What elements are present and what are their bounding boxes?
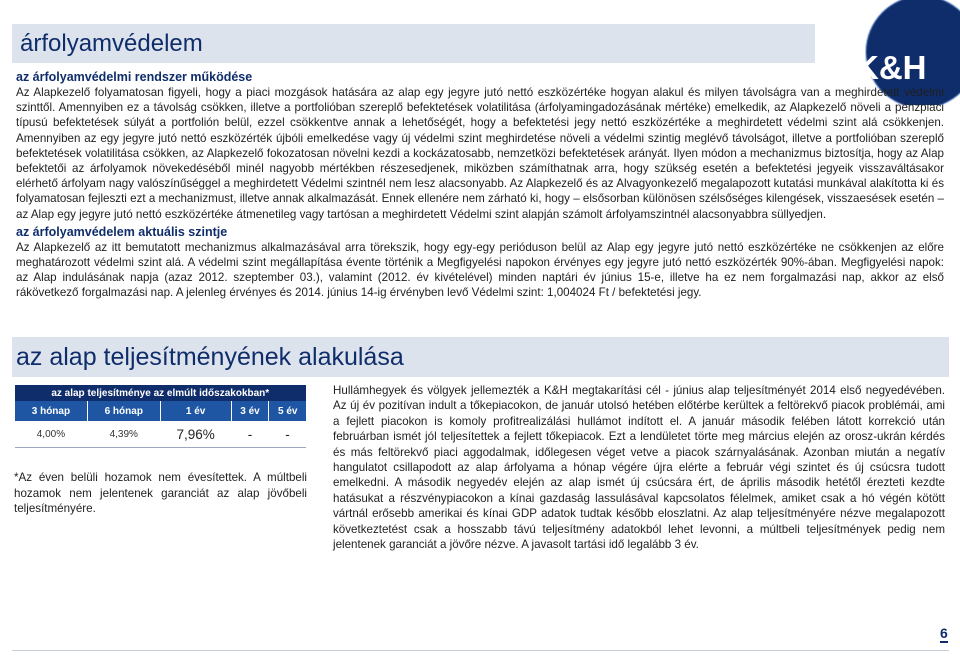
table-cell: 4,39% [87,421,160,448]
page-number: 6 [940,625,948,641]
performance-footnote: *Az éven belüli hozamok nem évesítettek. A múltbeli hozamok nem jelentenek garanciát az alap jövőbeli teljesítményére. [14,471,307,515]
table-cell: 7,96% [160,421,231,448]
performance-title-bar [12,337,949,377]
performance-commentary: Hullámhegyek és völgyek jellemezték a K&H megtakarítási cél - június alap teljesítményét 2014 első negyedévében. Az új év pozitívan indult a tőkepiacokon, de január utolsó hetében előtérbe kerültek a feltörekvő piacok problémái, ami a fejlett piacokon is komoly profitrealizálási hullámot indított el. A január második felében látott korrekció után februárban ismét jól teljesítettek a fejlett tőkepiacok. Ezt a lendületet törte meg március elején az orosz-ukrán kérdés és más feltörekvő piaci aggodalmak, időlegesen véget vetve a piacok szárnyalásának. Azonban miután a negatív hangulatot csillapodott az alap árfolyama a hónap végére újra elérte a február végi szintet és új csúcsra tudott emelkedni. A második negyedév elején az alap ismét új csúcsára ért, de április második hetétől érezteti kezdte hatásukat a részvénypiacokon a kínai gazdaság lassulásával kapcsolatos félelmek, amiket csak a hó végén kötött vártnál erősebb amerikai és kínai GDP adatok tudtak később eloszlatni. Az alap teljesítményére nézve megalapozott következtetést csak a hosszabb távú teljesítmény adatokból lehet levonni, a múltbeli teljesítmények pedig nem jelentenek garanciát a jövőre nézve. A javasolt tartási idő legalább 3 év. [333,384,945,552]
section-heading-current-level: az árfolyamvédelem aktuális szintje [16,224,228,239]
performance-table [14,385,306,448]
table-row [15,421,307,448]
main-content [16,70,944,301]
performance-title: az alap teljesítményének alakulása [16,343,404,371]
footer-divider [12,650,949,651]
section-heading-mechanism: az árfolyamvédelmi rendszer működése [16,70,253,84]
section-text-mechanism: Az Alapkezelő folyamatosan figyeli, hogy a piaci mozgások hatására az alap egy jegyre jutó nettó eszközértéke hogyan alakul és milyen távolságra van a meghirdetett védelmi szinttől. Amennyiben ez a távolság csökken, illetve a portfolióban szereplő befektetések volatilitása (árfolyamingadozásának mértéke) emelkedik, az Alapkezelő növeli a pénzpiaci típusú befektetések súlyát a portfolión belül, ezzel csökkentve annak a lehetőségét, hogy a befektetési jegy nettó eszközértéke a meghirdetett védelmi szint alá csökkenjen. Amennyiben az egy jegyre jutó nettó eszközérték újbóli emelkedése vagy új védelmi szint meghirdetése növeli a védelmi szintig meglévő távolságot, illetve a portfolióban szereplő befektetések volatilitása csökken, az Alapkezelő fokozatosan növelni kezdi a kockázatosabb, nemzetközi befektetések arányát. Ilyen módon a mechanizmus biztosítja, hogy az Alap befektetői az árfolyamok növekedéséből minél nagyobb mértékben részesedjenek, miközben számíthatnak arra, hogy szükség esetén a befektetési jegyeik visszaváltásakor elérhető árfolyam nagy valószínűséggel a meghirdetett Védelmi szintnél nem lesz alacsonyabb. Az Alapkezelő és az Alvagyonkezelő megalapozott kutatási munkával alakította ki és folyamatosan fejleszti ezt a mechanizmust, illetve annak alkalmazását. Ennek ellenére nem zárható ki, hogy – elsősorban különösen szélsőséges kilengések, visszaesések esetén – az Alap egy jegyre jutó nettó eszközértéke átmenetileg vagy tartósan a meghirdetett Védelmi szint alapján számolt árfolyamszintnél alacsonyabbra süllyedjen. [16,86,944,221]
table-cell: - [231,421,269,448]
column-header: 1 év [160,401,231,421]
table-cell: - [269,421,306,448]
title-bar [12,24,815,63]
column-header: 3 év [231,401,269,421]
column-header: 6 hónap [87,401,160,421]
table-caption: az alap teljesítménye az elmúlt időszakokban* [15,385,307,401]
page-title: árfolyamvédelem [20,30,203,57]
section-text-current-level: Az Alapkezelő az itt bemutatott mechanizmus alkalmazásával arra törekszik, hogy egy-egy perióduson belül az Alap egy jegyre jutó nettó eszközértéke ne csökkenjen az előre meghatározott védelmi szint alá. A védelmi szint megállapítása évente történik a Megfigyelési napokon érvényes egy jegyre jutó nettó eszközérték 90%-ában. Megfigyelési napok: az Alap indulásának napja (azaz 2012. szeptember 03.), valamint (2012. év kivételével) minden naptári év június 15-e, illetve ha ez nem forgalmazási nap, akkor az első rákövetkező forgalmazási nap. A jelenleg érvényes és 2014. június 14-ig érvényben levő Védelmi szint: 1,004024 Ft / befektetési jegy. [16,240,944,300]
logo-text: K&H [855,49,927,86]
table-cell: 4,00% [15,421,88,448]
column-header: 5 év [269,401,306,421]
column-header: 3 hónap [15,401,88,421]
